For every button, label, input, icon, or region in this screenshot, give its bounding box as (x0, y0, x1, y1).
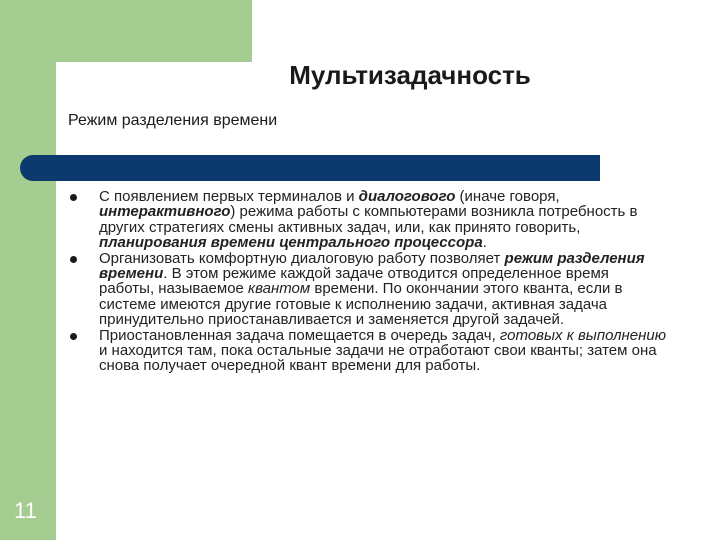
left-decor-band (0, 0, 56, 540)
bullet-text: и находится там, пока остальные задачи не отработают свои кванты; затем она снова получает очередной квант времени для работы. (99, 342, 657, 375)
bullet-emphasis: планирования времени центрального процессора (99, 234, 483, 252)
bullet-emphasis: диалогового (358, 188, 456, 205)
bullet-text: С появлением первых терминалов и (99, 188, 359, 205)
top-decor-band (56, 0, 252, 62)
list-item (68, 251, 668, 328)
bullet-emphasis: квантом (248, 280, 311, 298)
slide-subtitle: Режим разделения времени (68, 112, 278, 129)
bullet-emphasis: интерактивного (99, 203, 231, 221)
bullet-text: времени. По окончании этого кванта, если в системе имеются другие готовые к исполнению задачи, активная задача принудительно приостанавливается и заменяется другой задачей. (99, 280, 623, 329)
page-number: 11 (14, 498, 37, 523)
bullet-list (68, 189, 668, 374)
list-item (68, 189, 668, 251)
bullet-text: Приостановленная задача помещается в очередь задач, (99, 326, 500, 344)
bullet-icon (70, 333, 77, 340)
bullet-text: . В этом режиме каждой задаче отводится определенное время работы, называемое (99, 265, 609, 298)
bullet-emphasis: готовых к выполнению (499, 326, 667, 344)
bullet-text: (иначе говоря, (455, 188, 560, 205)
bullet-icon (70, 256, 77, 263)
bullet-text: . (482, 234, 487, 252)
bullet-icon (70, 194, 77, 201)
divider-bar (20, 155, 600, 181)
bullet-text: ) режима работы с компьютерами возникла потребность в других стратегиях смены активных задач, или, как принято говорить, (99, 203, 638, 236)
bullet-text: Организовать комфортную диалоговую работу позволяет (99, 249, 505, 267)
list-item (68, 328, 668, 374)
slide-title: Мультизадачность (289, 60, 531, 90)
bullet-emphasis: режим разделения времени (99, 249, 645, 283)
